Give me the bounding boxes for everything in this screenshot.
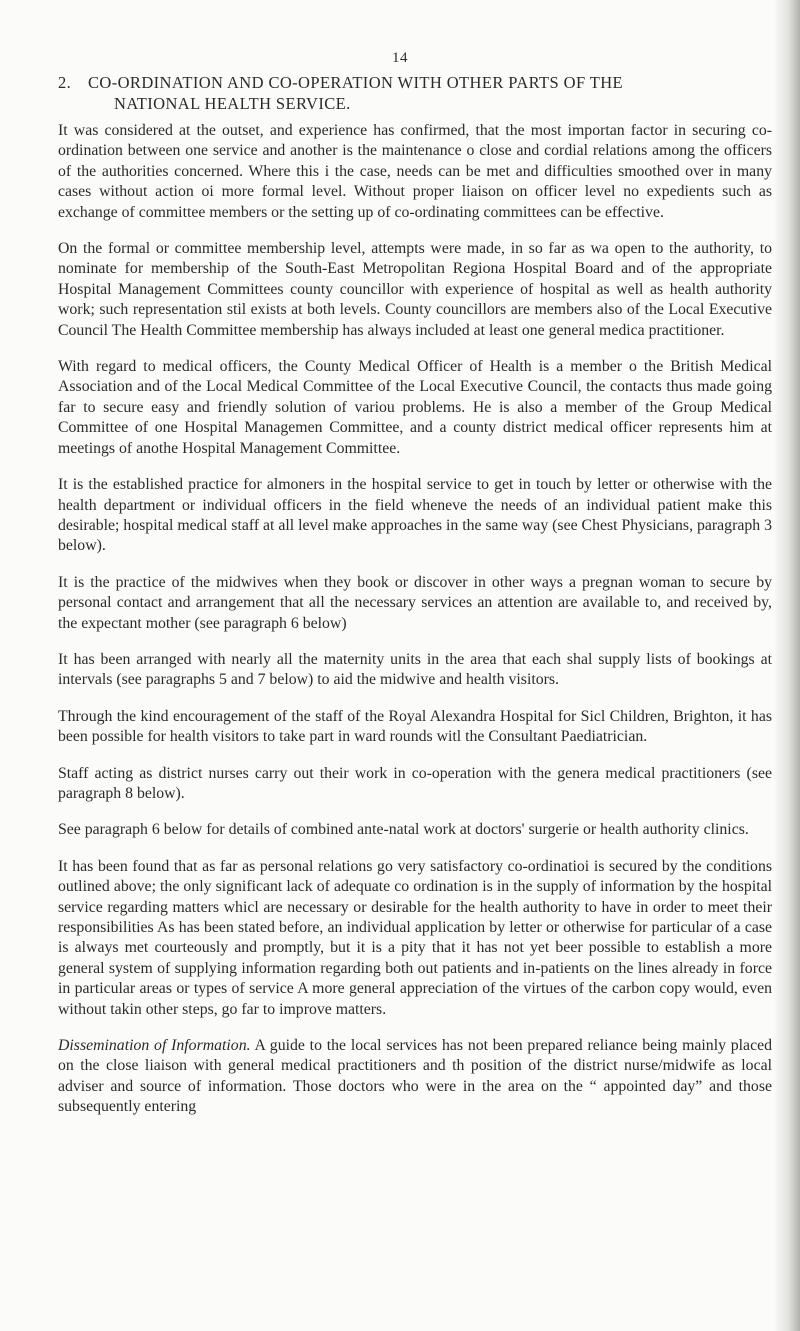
section-title-line1: CO-ORDINATION AND CO-OPERATION WITH OTHER PARTS OF THE (88, 73, 624, 92)
paragraph-maternity-units: It has been arranged with nearly all the maternity units in the area that each shal supply lists of bookings at intervals (see paragraphs 5 and 7 below) to aid the midwive and health visitors. (58, 650, 772, 689)
page-content (58, 72, 772, 1134)
paragraph-dissemination (58, 1036, 772, 1118)
page-edge-shadow (774, 0, 800, 1331)
page-number: 14 (392, 50, 408, 66)
section-title-line2: NATIONAL HEALTH SERVICE. (114, 94, 351, 113)
section-number: 2. (58, 73, 72, 92)
paragraph-district-nurses: Staff acting as district nurses carry out their work in co-operation with the genera medical practitioners (see paragraph 8 below). (58, 764, 772, 802)
paragraph-medical-officers: With regard to medical officers, the County Medical Officer of Health is a member o the British Medical Association and of the Local Medical Committee of the Local Executive Council, the contacts thus made going far to secure easy and friendly solution of variou problems. He is also a member of the Group Medical Committee of one Hospital Managemen Committee, and a county district medical officer represents him at meetings of anothe Hospital Management Committee. (58, 358, 772, 457)
paragraph-royal-alexandra: Through the kind encouragement of the staff of the Royal Alexandra Hospital for Sicl Children, Brighton, it has been possible for health visitors to take part in ward rounds witl the Consultant Paediatrician. (58, 707, 772, 746)
paragraph-committee-membership: On the formal or committee membership level, attempts were made, in so far as wa open to the authority, to nominate for membership of the South-East Metropolitan Regiona Hospital Board and of the appropriate Hospital Management Committees county councillor with experience of hospital as well as health authority work; such representation stil exists at both levels. County councillors are members also of the Local Executive Council The Health Committee membership has always included at least one general medica practitioner. (58, 240, 772, 339)
paragraph-midwives: It is the practice of the midwives when they book or discover in other ways a pregnan woman to secure by personal contact and arrangement that all the necessary services an attention are available to, and received by, the expectant mother (see paragraph 6 below) (58, 573, 772, 632)
section-heading (58, 72, 772, 114)
dissemination-text: A guide to the local services has not been prepared reliance being mainly placed on the close liaison with general medical practitioners and th position of the district nurse/midwife as local adviser and source of information. Those doctors who were in the area on the “ appointed day” and those subsequently entering (58, 1037, 772, 1116)
paragraph-ante-natal: See paragraph 6 below for details of combined ante-natal work at doctors' surgerie or health authority clinics. (58, 821, 749, 839)
paragraph-almoners: It is the established practice for almoners in the hospital service to get in touch by letter or otherwise with the health department or individual officers in the field wheneve the needs of an individual patient make this desirable; hospital medical staff at all level make approaches in the same way (see Chest Physicians, paragraph 3 below). (58, 476, 772, 555)
paragraph-information-supply: It has been found that as far as personal relations go very satisfactory co-ordinatioi is secured by the conditions outlined above; the only significant lack of adequate co ordination is in the supply of information by the hospital service regarding matters whicl are necessary or desirable for the health authority to have in order to meet their responsibilities As has been stated before, an individual application by letter or otherwise for particular of a case is always met courteously and promptly, but it is a pity that it has not yet beer possible to establish a more general system of supplying information regarding both out patients and in-patients on the lines already in force in particular areas or types of service A more general appreciation of the virtues of the carbon copy would, even without takin other steps, go far to improve matters. (58, 857, 772, 1018)
paragraph-intro: It was considered at the outset, and experience has confirmed, that the most importan factor in securing co-ordination between one service and another is the maintenance o close and cordial relations among the officers of the authorities concerned. Where this i the case, needs can be met and difficulties smoothed over in many cases without action oi more formal level. Without proper liaison on officer level no expedients such as exchange of committee members or the setting up of co-ordinating committees can be effective. (58, 122, 772, 221)
dissemination-heading: Dissemination of Information. (58, 1037, 251, 1055)
